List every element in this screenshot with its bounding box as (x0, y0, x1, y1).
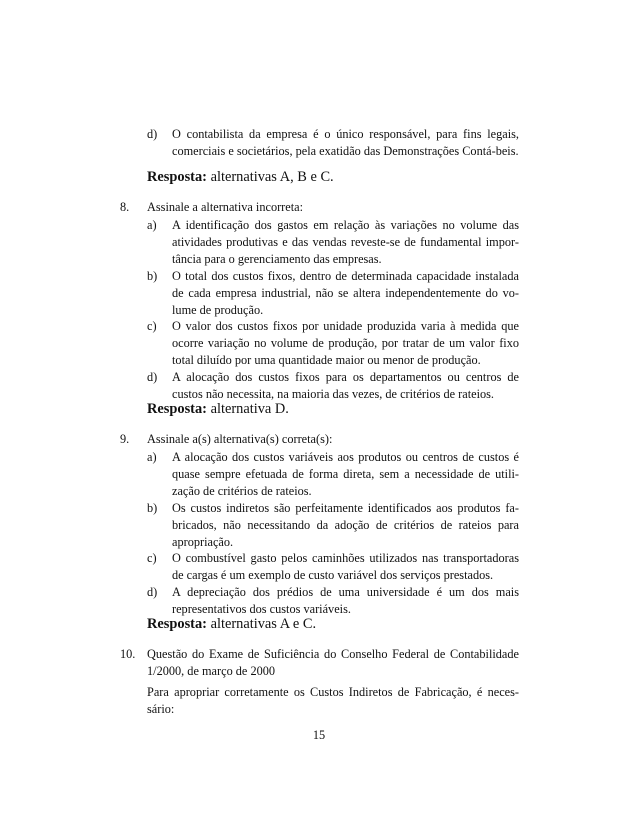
answer-text: alternativas A, B e C. (206, 169, 334, 185)
question-number: 9. (120, 432, 130, 446)
question-prompt: Questão do Exame de Suficiência do Conselho Federal de Contabilidade 1/2000, de março de 2000 (147, 647, 519, 678)
option-text: O combustível gasto pelos caminhões utilizados nas transportadoras de cargas é um exemplo de custo variável dos serviços prestados. (172, 551, 519, 582)
option-letter: d) (147, 370, 158, 384)
page-number: 15 (312, 728, 326, 742)
option-text: A alocação dos custos variáveis aos produtos ou centros de custos é quase sempre efetuada de forma direta, sem a necessidade de utili-zação de critérios de rateios. (172, 450, 519, 498)
answer-line (147, 400, 289, 418)
option-text: O contabilista da empresa é o único responsável, para fins legais, comerciais e societários, pela exatidão das Demonstrações Contá-beis. (172, 127, 519, 158)
question-number: 10. (120, 647, 136, 661)
option-text: O total dos custos fixos, dentro de determinada capacidade instalada de cada empresa industrial, não se altera independentemente do vo-lume de produção. (172, 269, 519, 317)
question-prompt: Assinale a(s) alternativa(s) correta(s): (147, 432, 333, 446)
answer-text: alternativas A e C. (206, 616, 317, 632)
option-letter: d) (147, 585, 158, 599)
question-subtext: Para apropriar corretamente os Custos Indiretos de Fabricação, é neces-sário: (147, 685, 519, 716)
option-letter: a) (147, 450, 157, 464)
question-prompt: Assinale a alternativa incorreta: (147, 200, 304, 214)
option-text: A identificação dos gastos em relação às variações no volume das atividades produtivas e das vendas reveste-se de fundamental impor-tância para o gerenciamento das empresas. (172, 218, 519, 266)
option-text: A alocação dos custos fixos para os departamentos ou centros de custos não necessita, na maioria das vezes, de critérios de rateios. (172, 370, 519, 401)
option-letter: b) (147, 501, 158, 515)
option-text: Os custos indiretos são perfeitamente identificados aos produtos fa-bricados, não necessitando da adoção de critérios de rateios para apropriação. (172, 501, 519, 549)
answer-label: Resposta: (147, 401, 207, 417)
option-letter: d) (147, 127, 158, 141)
option-text: A depreciação dos prédios de uma universidade é um dos mais representativos dos custos variáveis. (172, 585, 519, 616)
answer-line (147, 168, 334, 186)
answer-line (147, 615, 316, 633)
question-number: 8. (120, 200, 130, 214)
option-letter: c) (147, 551, 157, 565)
option-text: O valor dos custos fixos por unidade produzida varia à medida que ocorre variação no volume de produção, por tratar de um valor fixo total diluído por uma quantidade maior ou menor de produção. (172, 319, 519, 367)
option-letter: b) (147, 269, 158, 283)
answer-label: Resposta: (147, 169, 207, 185)
option-letter: c) (147, 319, 157, 333)
answer-label: Resposta: (147, 616, 207, 632)
answer-text: alternativa D. (206, 401, 289, 417)
option-letter: a) (147, 218, 157, 232)
